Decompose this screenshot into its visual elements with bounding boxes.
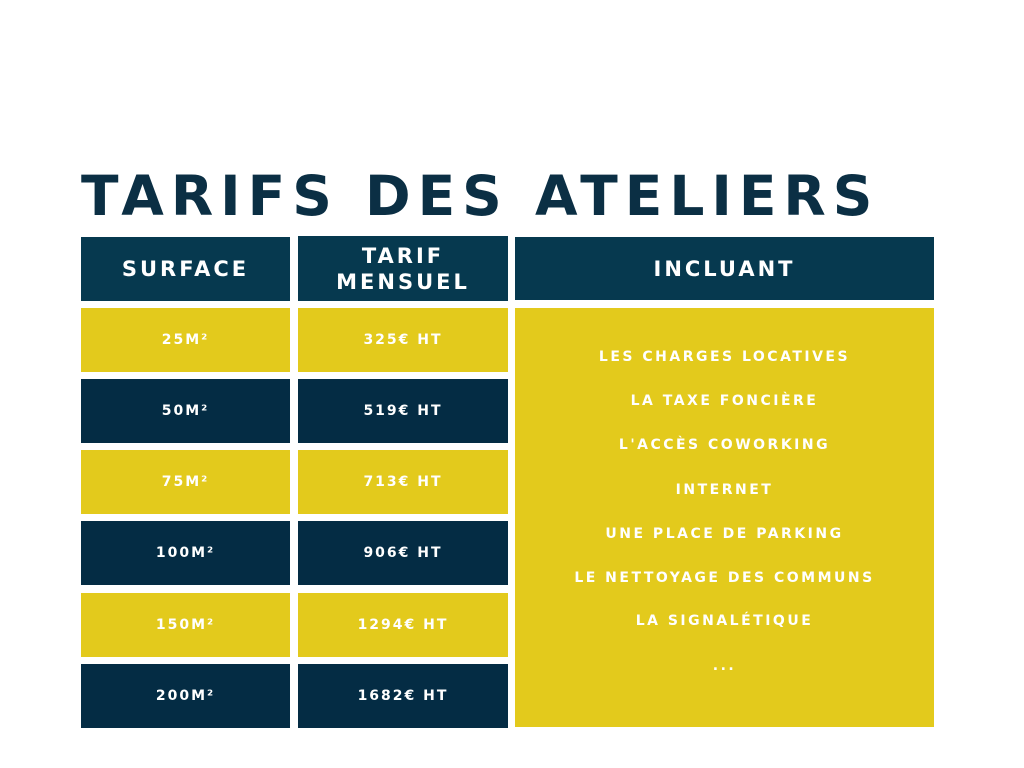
include-item: LES CHARGES LOCATIVES [598,349,851,365]
surface-value: 75M² [161,474,210,490]
surface-value: 50M² [161,403,210,419]
surface-value: 25M² [161,332,210,348]
include-item: UNE PLACE DE PARKING [605,526,844,542]
includes-panel [515,308,934,727]
surface-cell [81,521,290,585]
surface-value: 200M² [155,688,216,704]
header-tarif-line1: TARIF [361,243,445,268]
include-item: LA TAXE FONCIÈRE [630,393,819,409]
tarif-cell [298,450,508,514]
tarif-cell [298,664,508,728]
header-incluant-label: INCLUANT [653,256,796,281]
tarif-value: 1682€ HT [357,688,449,704]
tarif-cell [298,521,508,585]
include-item: LE NETTOYAGE DES COMMUNS [574,570,875,586]
include-item: L'ACCÈS COWORKING [618,437,831,453]
tarif-cell [298,593,508,657]
header-tarif-line2: MENSUEL [336,269,470,294]
header-surface-label: SURFACE [121,257,250,281]
surface-cell [81,593,290,657]
surface-cell [81,450,290,514]
tarif-value: 1294€ HT [357,617,449,633]
surface-value: 100M² [155,545,216,561]
surface-cell [81,664,290,728]
header-tarif-mensuel [298,236,508,301]
page-title: TARIFS DES ATELIERS [81,164,880,228]
tarif-value: 713€ HT [363,474,443,490]
include-item: INTERNET [675,482,774,498]
surface-cell [81,308,290,372]
surface-cell [81,379,290,443]
tarif-cell [298,308,508,372]
tarif-cell [298,379,508,443]
tarif-value: 325€ HT [363,332,443,348]
surface-value: 150M² [155,617,216,633]
include-item: LA SIGNALÉTIQUE [635,613,814,629]
header-incluant [515,237,934,300]
header-tarif-label [336,243,470,295]
tarif-value: 519€ HT [363,403,443,419]
include-item: ... [712,658,737,674]
header-surface [81,237,290,301]
tarif-value: 906€ HT [363,545,443,561]
